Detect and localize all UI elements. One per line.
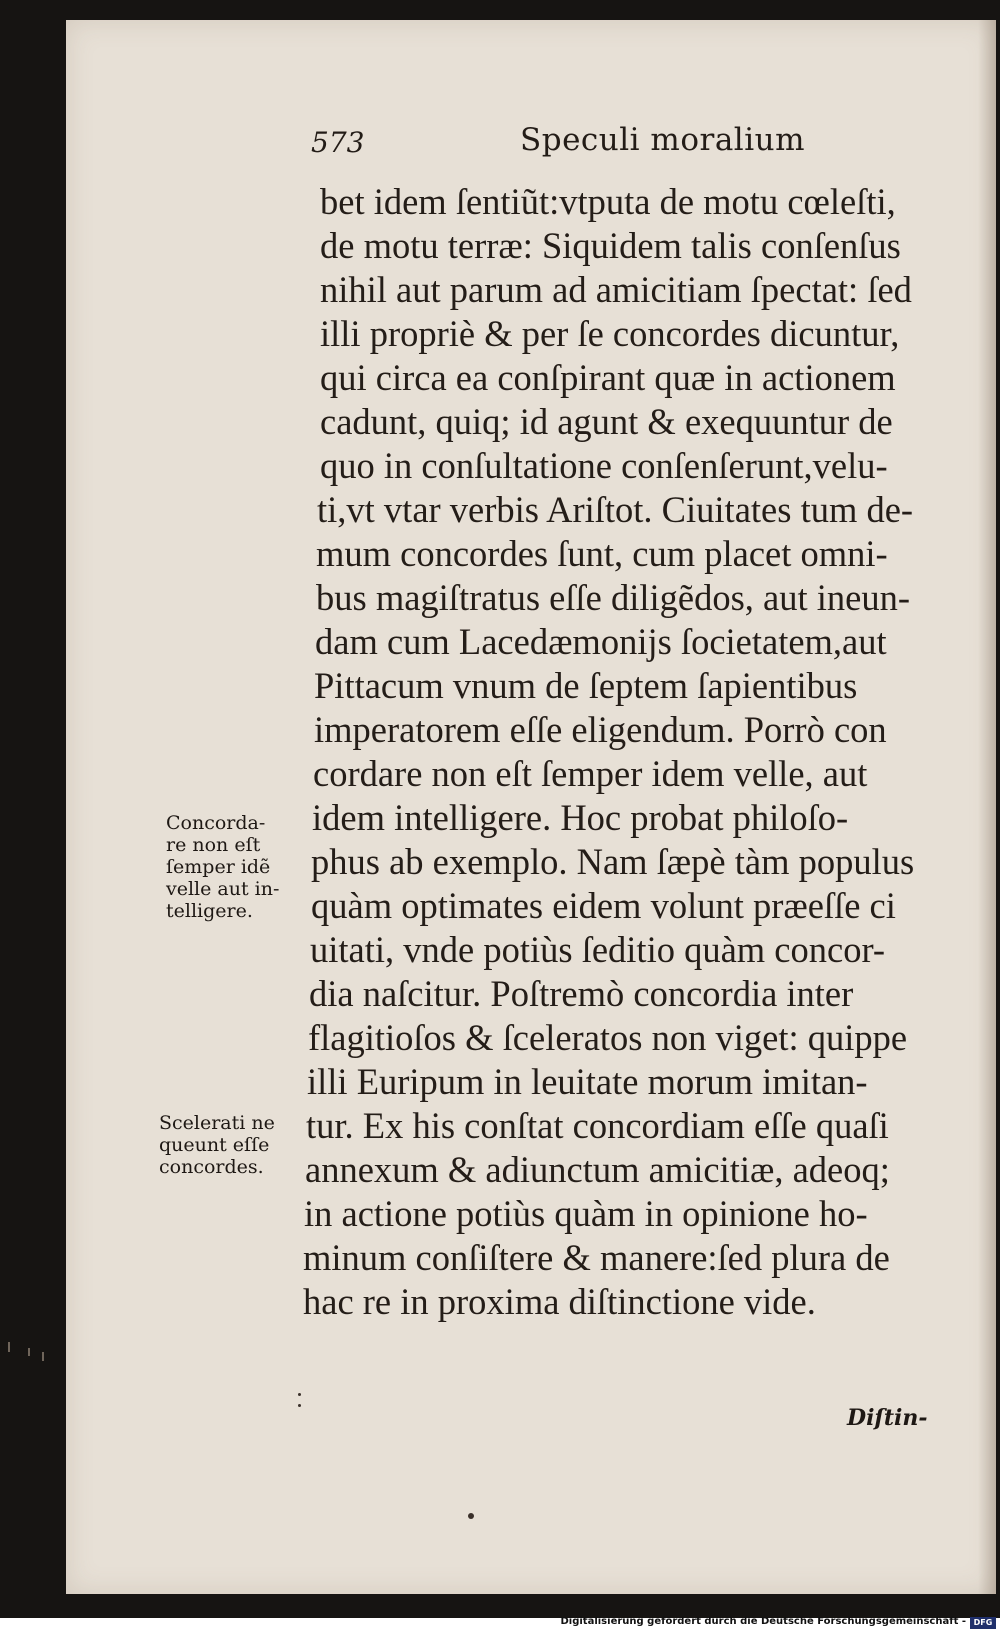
running-head [66, 116, 996, 159]
text-line: minum conſiſtere & manere:ſed plura de [303, 1237, 890, 1278]
marginal-note-line: ſemper idẽ [166, 856, 271, 878]
footer-bar [0, 1618, 1000, 1631]
text-line: bus magiſtratus eſſe diligẽdos, aut ineun- [316, 577, 911, 618]
text-line: idem intelligere. Hoc probat philoſo- [312, 797, 849, 838]
text-line: quàm optimates eidem volunt præeſſe ci [311, 885, 896, 926]
text-line: phus ab exemplo. Nam ſæpè tàm populus [311, 841, 915, 882]
text-line: flagitioſos & ſceleratos non viget: quippe [308, 1017, 908, 1058]
catchword: Diſtin- [847, 1405, 928, 1431]
text-line: uitati, vnde potiùs ſeditio quàm concor- [310, 929, 886, 970]
text-line: dia naſcitur. Poſtremò concordia inter [309, 973, 854, 1014]
text-line: nihil aut parum ad amicitiam ſpectat: ſed [320, 269, 912, 310]
funding-credit: Digitalisierung gefördert durch die Deutsche Forschungsgemeinschaft - [560, 1616, 966, 1627]
text-line: ti,vt vtar verbis Ariſtot. Ciuitates tum de- [317, 489, 914, 530]
text-line: illi propriè & per ſe concordes dicuntur, [320, 313, 900, 354]
text-line: quo in conſultatione conſenſerunt,velu- [320, 445, 888, 486]
ink-speck [298, 1393, 301, 1396]
marginal-note-line: re non eſt [166, 834, 261, 856]
marginal-note-line: Scelerati ne [159, 1112, 275, 1134]
text-line: annexum & adiunctum amicitiæ, adeoq; [305, 1149, 890, 1190]
text-line: de motu terræ: Siquidem talis conſenſus [320, 225, 901, 266]
text-line: in actione potiùs quàm in opinione ho- [304, 1193, 868, 1234]
text-line: tur. Ex his conſtat concordiam eſſe quaſi [306, 1105, 889, 1146]
text-line: mum concordes ſunt, cum placet omni- [316, 533, 888, 574]
text-line: cordare non eſt ſemper idem velle, aut [313, 753, 868, 794]
scan-speck [28, 1348, 30, 1356]
marginal-note-line: velle aut in- [166, 878, 280, 900]
text-line: illi Euripum in leuitate morum imitan- [307, 1061, 868, 1102]
scan-speck [42, 1352, 44, 1361]
text-line: bet idem ſentiũt:vtputa de motu cœleſti, [320, 181, 896, 222]
dfg-logo-icon: DFG [970, 1617, 996, 1629]
marginal-note-line: queunt eſſe [159, 1134, 270, 1156]
ink-speck [298, 1404, 301, 1407]
text-line: hac re in proxima diſtinctione vide. [303, 1281, 816, 1322]
page-number: 573 [311, 126, 365, 159]
marginal-note-line: concordes. [159, 1156, 264, 1178]
marginal-note [166, 812, 279, 922]
marginal-note-line: telligere. [166, 900, 253, 922]
page-edge-shadow [978, 20, 996, 1594]
scan-speck [8, 1342, 10, 1352]
text-line: dam cum Lacedæmonijs ſocietatem,aut [315, 621, 887, 662]
book-page [66, 20, 996, 1594]
ink-speck [468, 1513, 474, 1519]
running-title: Speculi moralium [520, 122, 805, 158]
text-line: cadunt, quiq; id agunt & exequuntur de [320, 401, 893, 442]
marginal-note-line: Concorda- [166, 812, 266, 834]
text-line: imperatorem eſſe eligendum. Porrò con [314, 709, 887, 750]
text-line: qui circa ea conſpirant quæ in actionem [320, 357, 896, 398]
text-line: Pittacum vnum de ſeptem ſapientibus [314, 665, 858, 706]
marginal-note [159, 1112, 275, 1178]
